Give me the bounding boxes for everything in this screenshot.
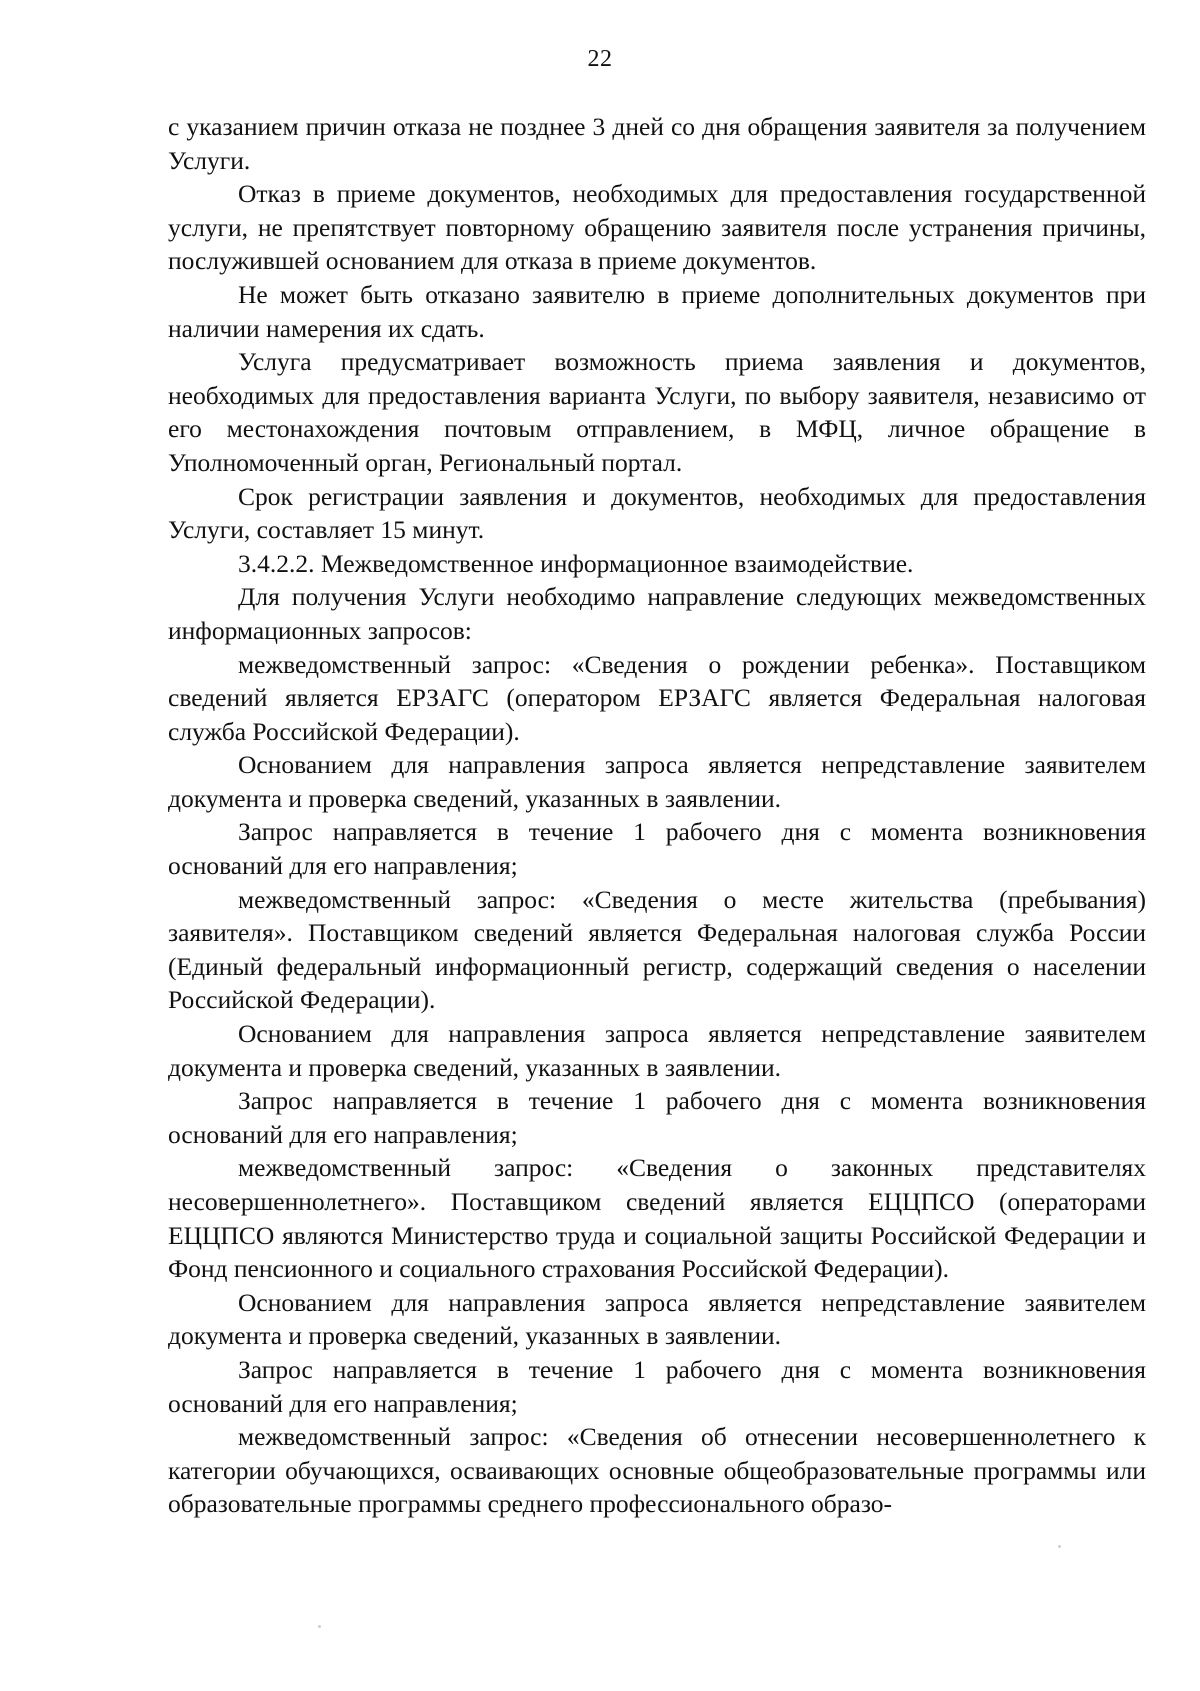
scan-speck <box>318 1625 321 1628</box>
paragraph: межведомственный запрос: «Сведения о законных представителях несовершеннолетнего». Поставщиком сведений является ЕЦЦПСО (операторами ЕЦЦПСО являются Министерство труда и социальной защиты Российской Федерации и Фонд пенсионного и социального страхования Российской Федерации). <box>168 1153 1146 1284</box>
paragraph: Отказ в приеме документов, необходимых для предоставления государственной услуги, не препятствует повторному обращению заявителя после устранения причины, послужившей основанием для отказа в приеме документов. <box>168 179 1146 276</box>
page-number <box>0 44 1200 74</box>
paragraph: межведомственный запрос: «Сведения о рождении ребенка». Поставщиком сведений является ЕРЗАГС (оператором ЕРЗАГС является Федеральная налоговая служба Российской Федерации). <box>168 649 1146 746</box>
paragraph: Запрос направляется в течение 1 рабочего дня с момента возникновения оснований для его направления; <box>168 1354 1146 1418</box>
paragraph: Основанием для направления запроса является непредставление заявителем документа и проверка сведений, указанных в заявлении. <box>168 750 1146 813</box>
section-heading-3-4-2-2: 3.4.2.2. Межведомственное информационное взаимодействие. <box>238 548 914 578</box>
scan-speck <box>1058 1545 1061 1548</box>
paragraph: межведомственный запрос: «Сведения об отнесении несовершеннолетнего к категории обучающихся, осваивающих основные общеобразовательные программы или образовательные программы среднего профессионального образо- <box>168 1422 1146 1519</box>
page-number-text: 22 <box>587 46 613 72</box>
paragraph: Услуга предусматривает возможность приема заявления и документов, необходимых для предоставления варианта Услуги, по выбору заявителя, независимо от его местонахождения почтовым отправлением, в МФЦ, личное обращение в Уполномоченный орган, Региональный портал. <box>168 347 1146 477</box>
page-body <box>168 110 1146 1521</box>
paragraph: межведомственный запрос: «Сведения о месте жительства (пребывания) заявителя». Поставщиком сведений является Федеральная налоговая служба России (Единый федеральный информационный регистр, содержащий сведения о населении Российской Федерации). <box>168 884 1146 1015</box>
paragraph: Запрос направляется в течение 1 рабочего дня с момента возникновения оснований для его направления; <box>168 817 1146 881</box>
paragraph: Для получения Услуги необходимо направление следующих межведомственных информационных запросов: <box>168 582 1146 645</box>
paragraph: с указанием причин отказа не позднее 3 дней со дня обращения заявителя за получением Услуги. <box>168 112 1146 175</box>
paragraph: Запрос направляется в течение 1 рабочего дня с момента возникновения оснований для его направления; <box>168 1086 1146 1149</box>
paragraph: Срок регистрации заявления и документов, необходимых для предоставления Услуги, составляет 15 минут. <box>168 481 1146 545</box>
paragraph: Не может быть отказано заявителю в приеме дополнительных документов при наличии намерения их сдать. <box>168 279 1146 343</box>
paragraph: Основанием для направления запроса является непредставление заявителем документа и проверка сведений, указанных в заявлении. <box>168 1287 1146 1351</box>
paragraph: Основанием для направления запроса является непредставление заявителем документа и проверка сведений, указанных в заявлении. <box>168 1019 1146 1082</box>
